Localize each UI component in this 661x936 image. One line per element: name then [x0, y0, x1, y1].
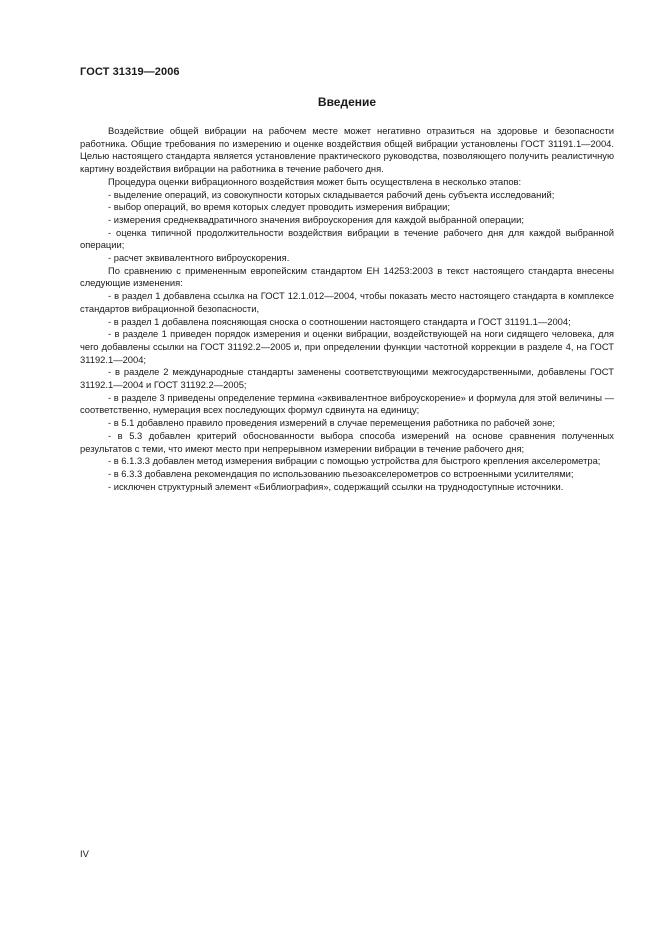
list-item-step: - измерения среднеквадратичного значения виброускорения для каждой выбранной операции; — [108, 213, 524, 225]
document-code-header: ГОСТ 31319—2006 — [80, 66, 180, 78]
list-item-step: - оценка типичной продолжительности воздействия вибрации в течение рабочего дня для каждой выбранной операции; — [80, 226, 614, 251]
section-title: Введение — [317, 95, 377, 109]
introduction-body — [80, 125, 614, 493]
paragraph-intro: Воздействие общей вибрации на рабочем месте может негативно отразиться на здоровье и безопасности работника. Общие требования по измерению и оценке воздействия общей вибрации установлены ГОСТ 31191.1—2004. Целью настоящего стандарта является установление практического руководства, позволяющего получить реалистичную картину воздействия вибрации на работника в течение рабочего дня. — [80, 125, 614, 175]
list-item-change: - в 5.3 добавлен критерий обоснованности выбора способа измерений на основе сравнения полученных результатов с теми, что имеют место при непрерывном измерении вибрации в течение рабочего дня; — [80, 429, 614, 454]
list-item-change: - в 6.1.3.3 добавлен метод измерения вибрации с помощью устройства для быстрого крепления акселерометра; — [108, 455, 601, 467]
list-item-change: - в раздел 1 добавлена ссылка на ГОСТ 12.1.012—2004, чтобы показать место настоящего стандарта в комплексе стандартов вибрационной безопасности, — [80, 290, 614, 314]
page-number: IV — [80, 848, 89, 859]
list-item-change: - в разделе 3 приведены определение термина «эквивалентное виброускорение» и формула для этой величины — соответственно, нумерация всех последующих формул сдвинута на единицу; — [80, 391, 614, 416]
list-item-change: - в раздел 1 добавлена поясняющая сноска о соотношении настоящего стандарта и ГОСТ 31191.1—2004; — [108, 315, 571, 327]
list-item-step: - расчет эквивалентного виброускорения. — [108, 252, 290, 264]
list-item-change: - в 5.1 добавлено правило проведения измерений в случае перемещения работника по рабочей зоне; — [108, 417, 555, 429]
list-item-change: - исключен структурный элемент «Библиография», содержащий ссылки на труднодоступные источники. — [108, 480, 564, 492]
paragraph-changes: По сравнению с примененным европейским стандартом ЕН 14253:2003 в текст настоящего стандарта внесены следующие изменения: — [80, 264, 614, 289]
list-item-change: - в разделе 1 приведен порядок измерения и оценки вибрации, воздействующей на ноги сидящего человека, для чего добавлены ссылки на ГОСТ 31192.2—2005 и, при определении функции частотной коррекции в разделе 4, на ГОСТ 31192.1—2004; — [80, 328, 614, 365]
list-item-change: - в 6.3.3 добавлена рекомендация по использованию пьезоакселерометров со встроенными усилителями; — [108, 467, 574, 479]
list-item-change: - в разделе 2 международные стандарты заменены соответствующими межгосударственными, добавлены ГОСТ 31192.1—2004 и ГОСТ 31192.2—2005; — [80, 366, 614, 391]
list-item-step: - выбор операций, во время которых следует проводить измерения вибрации; — [108, 201, 450, 213]
paragraph-procedure: Процедура оценки вибрационного воздействия может быть осуществлена в несколько этапов: — [108, 175, 522, 187]
list-item-step: - выделение операций, из совокупности которых складывается рабочий день субъекта исследований; — [108, 188, 555, 200]
